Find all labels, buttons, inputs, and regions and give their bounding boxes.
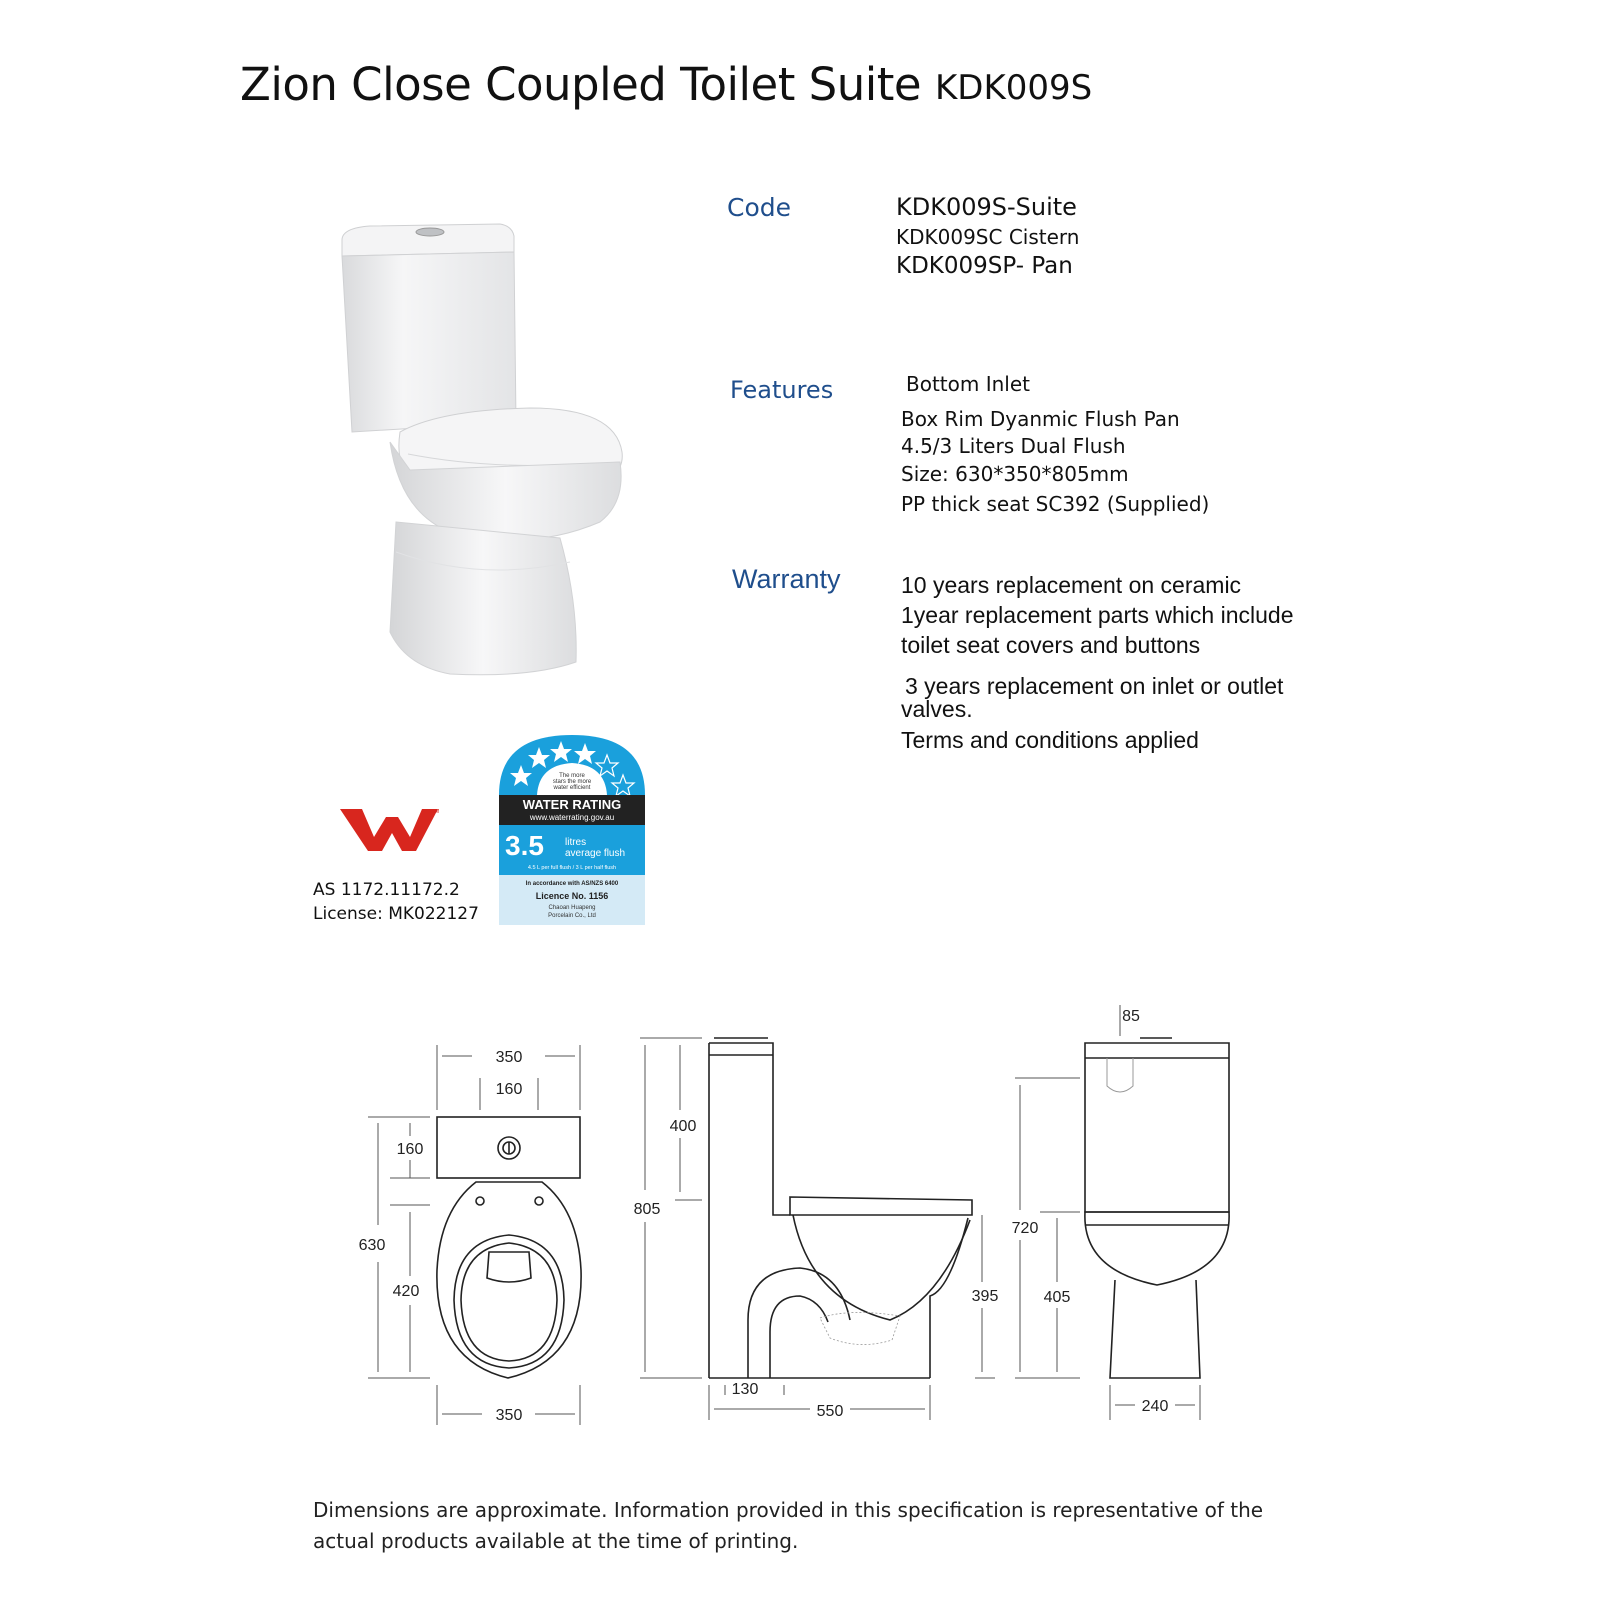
rating-tagline: stars the more — [552, 779, 592, 785]
watermark-license: License: MK022127 — [313, 904, 479, 924]
code-cistern: KDK009SC Cistern — [896, 225, 1080, 249]
warranty-item: toilet seat covers and buttons — [901, 632, 1201, 658]
code-pan: KDK009SP- Pan — [896, 253, 1073, 279]
dim-top-pan: 420 — [392, 1283, 420, 1300]
rating-tagline: The more — [559, 773, 585, 779]
feature-item: 4.5/3 Liters Dual Flush — [901, 434, 1126, 458]
dim-side-cistern: 400 — [669, 1118, 697, 1135]
page-title: Zion Close Coupled Toilet Suite — [240, 58, 922, 111]
rating-unit: litres — [565, 837, 587, 848]
dim-top-width: 350 — [495, 1049, 523, 1066]
dim-top-cistern: 160 — [396, 1141, 424, 1158]
feature-item: PP thick seat SC392 (Supplied) — [901, 492, 1210, 516]
warranty-item: 1year replacement parts which include — [901, 602, 1294, 628]
feature-item: Box Rim Dyanmic Flush Pan — [901, 407, 1180, 431]
dim-front-base: 240 — [1141, 1398, 1169, 1415]
disclaimer-line: actual products available at the time of printing. — [313, 1529, 799, 1553]
rating-company: Chaoan Huapeng — [548, 905, 596, 911]
rating-url: www.waterrating.gov.au — [529, 813, 615, 822]
code-label: Code — [727, 193, 792, 222]
warranty-item: 10 years replacement on ceramic — [901, 572, 1242, 598]
rating-licence: Licence No. 1156 — [535, 891, 609, 901]
dim-side-seat: 395 — [971, 1288, 999, 1305]
dim-top-length: 630 — [358, 1237, 386, 1254]
features-label: Features — [730, 376, 834, 404]
rating-heading: WATER RATING — [522, 797, 622, 812]
warranty-item: 3 years replacement on inlet or outlet — [905, 673, 1284, 699]
svg-text:TM: TM — [432, 809, 440, 815]
dim-top-offset: 160 — [495, 1081, 523, 1098]
dim-front-seat: 405 — [1043, 1289, 1071, 1306]
disclaimer — [313, 1495, 1313, 1557]
warranty-label: Warranty — [732, 564, 841, 594]
dim-front-button: 85 — [1122, 1008, 1140, 1025]
rating-accordance: In accordance with AS/NZS 6400 — [525, 881, 619, 887]
dim-side-depth: 550 — [816, 1403, 844, 1420]
rating-value: 3.5 — [505, 830, 544, 861]
rating-tagline: water efficient — [553, 785, 591, 791]
disclaimer-line: Dimensions are approximate. Information provided in this specification is representative of the — [313, 1498, 1264, 1522]
dim-bottom-width: 350 — [495, 1407, 523, 1424]
rating-detail: 4.5 L per full flush / 3 L per half flush — [527, 865, 617, 871]
watermark-standard: AS 1172.11172.2 — [313, 880, 460, 900]
dim-front-cistern: 720 — [1011, 1220, 1039, 1237]
feature-item: Size: 630*350*805mm — [901, 462, 1129, 486]
feature-item: Bottom Inlet — [906, 372, 1030, 396]
dim-side-outlet: 130 — [731, 1381, 759, 1398]
top-view-bowl — [437, 1182, 581, 1378]
rating-unit: average flush — [565, 848, 626, 859]
dim-side-total: 805 — [633, 1201, 661, 1218]
rating-company: Porcelain Co., Ltd — [548, 913, 596, 919]
side-view-seat — [790, 1197, 972, 1215]
code-suite: KDK009S-Suite — [896, 193, 1077, 221]
warranty-item: Terms and conditions applied — [901, 727, 1199, 753]
model-number: KDK009S — [935, 68, 1093, 108]
side-view-cistern — [709, 1043, 790, 1215]
warranty-item: valves. — [901, 696, 973, 722]
